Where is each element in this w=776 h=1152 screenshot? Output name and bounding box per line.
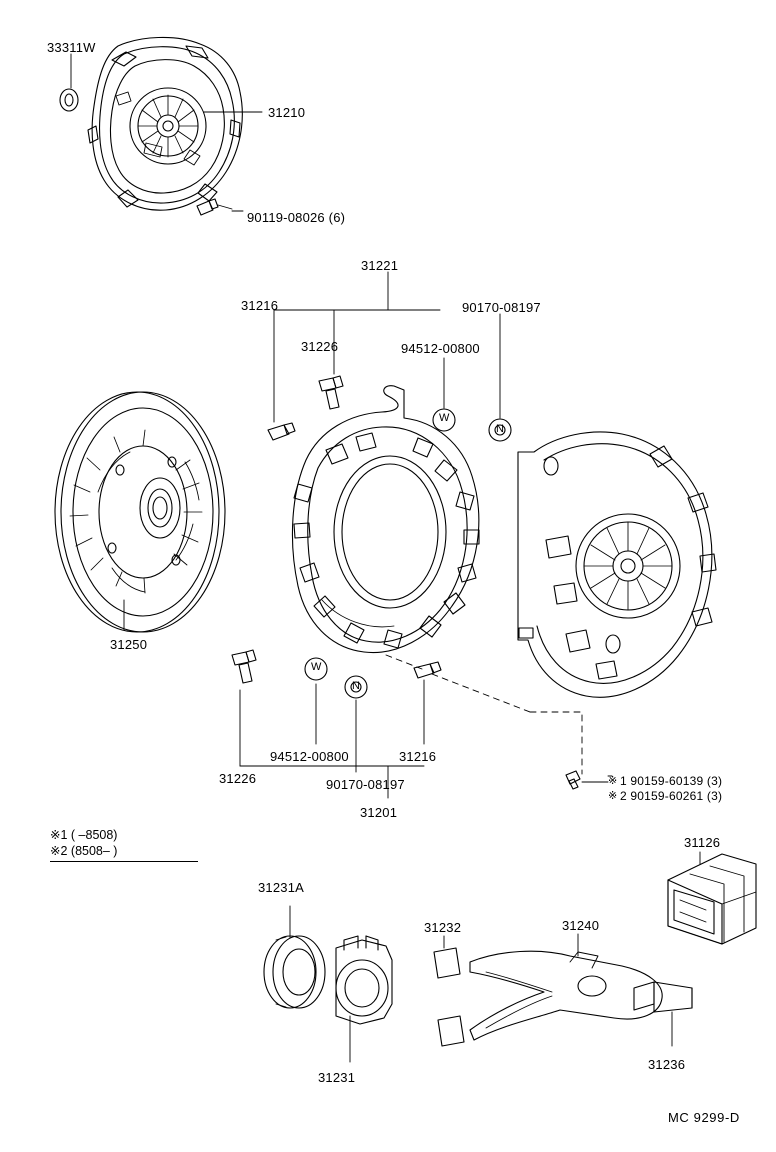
diagram-code-footer: MC 9299-D [668, 1110, 740, 1125]
legend-line-2: ※2 (8508– ) [50, 844, 118, 858]
label-90159-60261: 2 90159-60261 (3) [620, 789, 723, 803]
label-90119-08026: 90119-08026 (6) [247, 210, 346, 225]
part-31250-disc [55, 392, 225, 632]
label-31216-top: 31216 [241, 298, 279, 313]
part-31236-bolt [634, 982, 692, 1046]
part-31231A-bearing [264, 906, 325, 1008]
label-31240: 31240 [562, 918, 600, 933]
washer-glyph-bottom: W [311, 661, 322, 673]
legend-mark-2: ※ [50, 844, 61, 858]
label-31210: 31210 [268, 105, 306, 120]
label-31236: 31236 [648, 1057, 686, 1072]
legend-line-1: ※1 ( –8508) [50, 828, 118, 842]
label-31201: 31201 [360, 805, 398, 820]
label-33311W: 33311W [47, 40, 96, 55]
label-31221: 31221 [361, 258, 399, 273]
nut-glyph-bottom: N [352, 680, 361, 692]
label-31226-bottom: 31226 [219, 771, 257, 786]
part-31231-hub [336, 936, 392, 1062]
legend-mark-1: ※ [50, 828, 61, 842]
part-31210-cover [60, 37, 262, 215]
mark-note-1: ※ [608, 775, 618, 787]
label-31231: 31231 [318, 1070, 356, 1085]
label-31226-top: 31226 [301, 339, 339, 354]
label-31231A: 31231A [258, 880, 305, 895]
label-90170-08197-bottom: 90170-08197 [326, 777, 405, 792]
legend-note-box [50, 827, 198, 862]
label-31126: 31126 [684, 835, 721, 850]
label-90170-08197-top: 90170-08197 [462, 300, 541, 315]
label-31250: 31250 [110, 637, 148, 652]
washer-glyph-top: W [439, 412, 450, 424]
part-31240-fork [470, 934, 662, 1040]
mark-note-2: ※ [608, 790, 618, 802]
label-31232: 31232 [424, 920, 462, 935]
label-94512-00800-bottom: 94512-00800 [270, 749, 349, 764]
part-31126-boot [668, 852, 756, 944]
label-31216-bottom: 31216 [399, 749, 437, 764]
part-31201-cover [232, 432, 716, 798]
nut-glyph-top: N [496, 423, 505, 435]
label-94512-00800-top: 94512-00800 [401, 341, 480, 356]
label-90159-60139: 1 90159-60139 (3) [620, 774, 723, 788]
part-31221-cover [268, 272, 511, 653]
part-31232-pads [434, 936, 464, 1046]
